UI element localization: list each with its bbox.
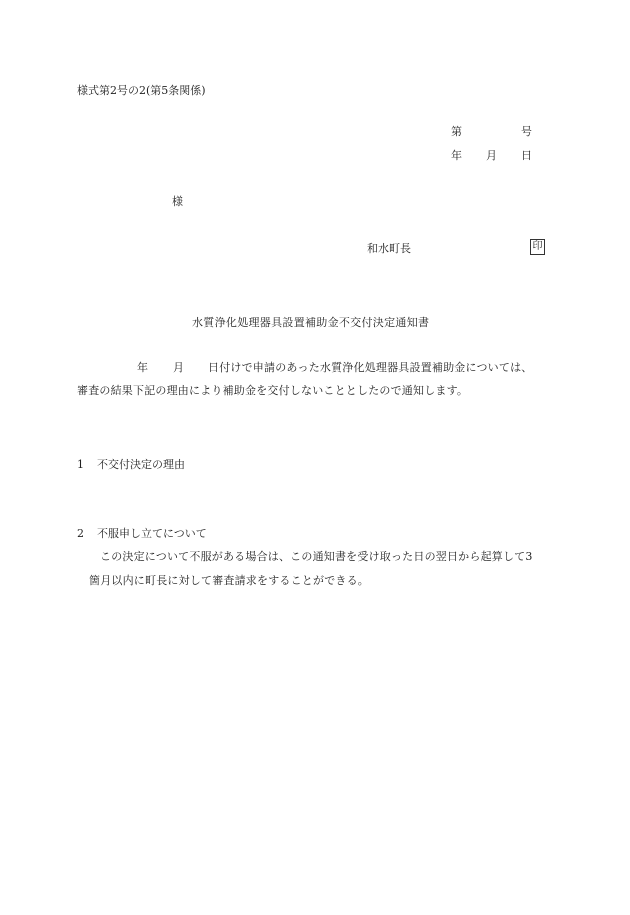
section-2-line-2: 箇月以内に町長に対して審査請求をすることができる。 xyxy=(89,574,369,587)
section-2-line-1: この決定について不服がある場合は、この通知書を受け取った日の翌日から起算して3 xyxy=(100,550,533,563)
form-number: 様式第2号の2(第5条関係) xyxy=(77,84,206,97)
section-1-heading: 不交付決定の理由 xyxy=(97,458,185,471)
date-month: 月 xyxy=(486,149,497,162)
document-title: 水質浄化処理器具設置補助金不交付決定通知書 xyxy=(192,316,430,329)
seal-stamp: 印 xyxy=(530,239,545,255)
body-month: 月 xyxy=(173,361,184,374)
section-1-number: 1 xyxy=(77,458,84,471)
recipient-suffix: 様 xyxy=(172,195,183,208)
date-day: 日 xyxy=(521,149,532,162)
section-2-number: 2 xyxy=(77,527,84,540)
date-year: 年 xyxy=(451,149,462,162)
doc-number-go: 号 xyxy=(521,125,532,138)
section-2-heading: 不服申し立てについて xyxy=(97,527,207,540)
body-line-1: 日付けで申請のあった水質浄化処理器具設置補助金については、 xyxy=(208,361,533,374)
sender-title: 和水町長 xyxy=(367,242,411,255)
doc-number-dai: 第 xyxy=(451,125,462,138)
body-year: 年 xyxy=(137,361,148,374)
body-line-2: 審査の結果下記の理由により補助金を交付しないこととしたので通知します。 xyxy=(77,384,469,397)
